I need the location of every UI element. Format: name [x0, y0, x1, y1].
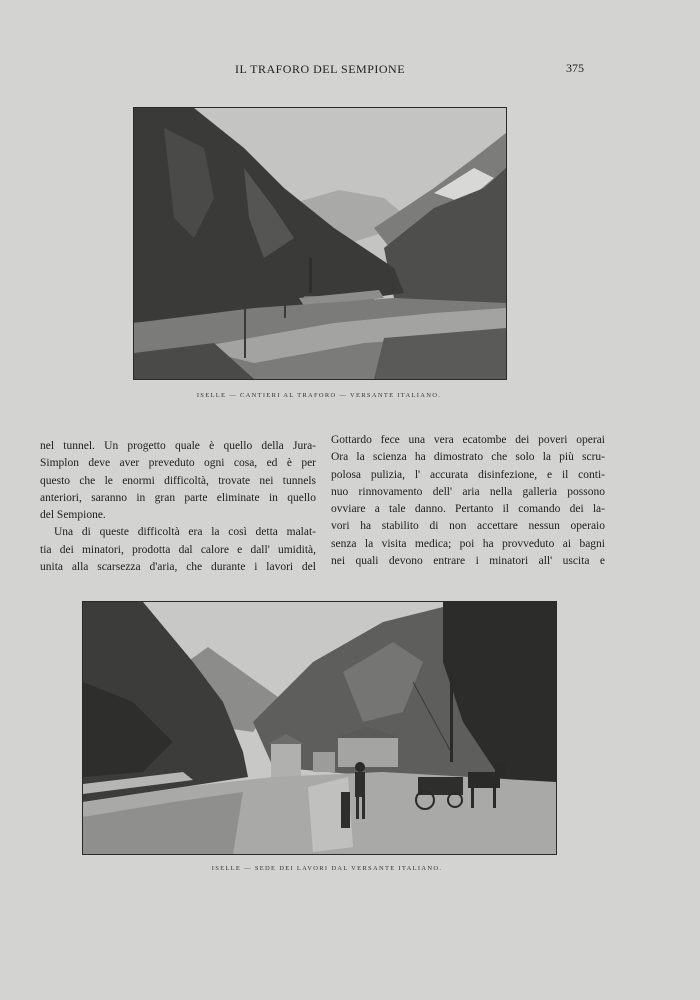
text-line: nuo rinnovamento dell' aria nella galleria possono: [331, 485, 605, 498]
text-line: Ora la scienza ha dimostrato che solo la più scru-: [331, 451, 605, 464]
photo-top-illustration: [134, 108, 506, 379]
text-line: Una di queste difficoltà era la così detta malat-: [54, 526, 316, 539]
page-number: 375: [566, 61, 584, 75]
text-line: del Sempione.: [40, 509, 106, 522]
photo-iselle-construction-site: [133, 107, 507, 380]
text-line: unita alla scarsezza d'aria, che durante i lavori del: [40, 561, 316, 574]
running-header-title: IL TRAFORO DEL SEMPIONE: [234, 62, 406, 76]
text-column-left: [40, 438, 316, 576]
text-line: anteriori, saranno in gran parte eliminate in quello: [40, 491, 316, 504]
text-line: ovviare a tale danno. Pertanto il comando dei la-: [331, 503, 605, 516]
photo-bottom-illustration: [83, 602, 556, 854]
text-line: senza la visita medica; poi ha provveduto ai bagni: [331, 537, 605, 550]
text-line: questo che le enormi difficoltà, trovate nei tunnels: [40, 474, 316, 487]
photo-bottom-caption: ISELLE — SEDE DEI LAVORI DAL VERSANTE ITALIANO.: [211, 865, 443, 872]
text-line: Simplon deve aver preveduto ogni cosa, ed è per: [40, 457, 316, 470]
text-line: nel tunnel. Un progetto quale è quello della Jura-: [40, 440, 316, 452]
text-column-right: [331, 432, 605, 570]
text-line: nei quali devono entrare i minatori all' uscita e: [331, 555, 605, 568]
photo-top-caption: ISELLE — CANTIERI AL TRAFORO — VERSANTE ITALIANO.: [196, 392, 442, 399]
text-line: vori ha stabilito di non accettare nessun operaio: [331, 520, 605, 533]
photo-iselle-work-site-road: [82, 601, 557, 855]
text-line: tia dei minatori, prodotta dal calore e dall' umidità,: [40, 543, 316, 556]
text-line: polosa pulizia, l' accurata disinfezione, e il conti-: [331, 468, 605, 481]
text-line: Gottardo fece una vera ecatombe dei poveri operai: [331, 434, 605, 446]
